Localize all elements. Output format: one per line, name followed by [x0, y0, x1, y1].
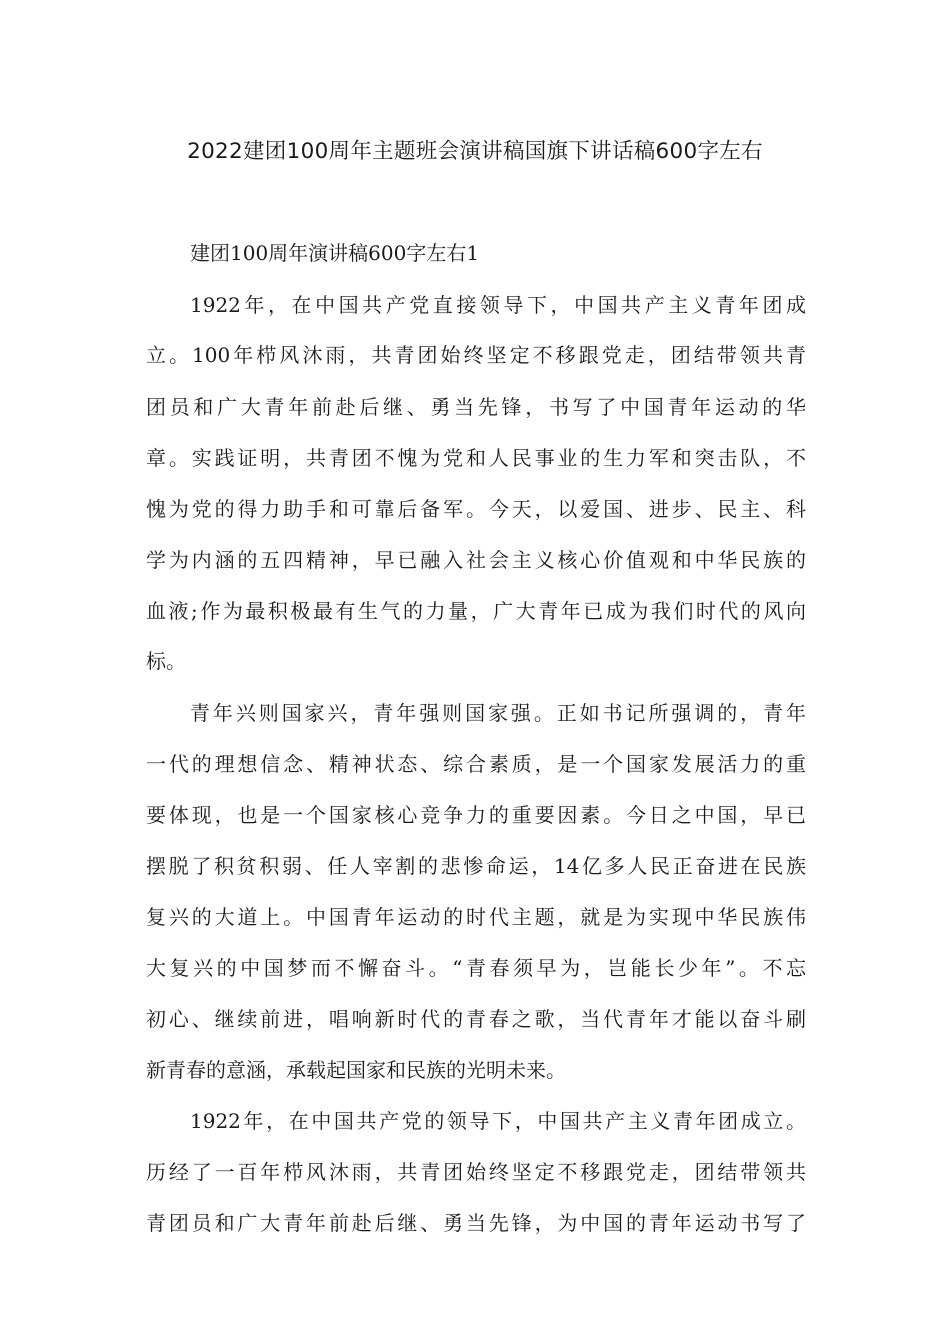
paragraph-line: 章。实践证明，共青团不愧为党和人民事业的生力军和突击队，不: [146, 446, 806, 470]
section-heading: 建团100周年演讲稿600字左右1: [190, 241, 480, 265]
paragraph-line: 初心、继续前进，唱响新时代的青春之歌，当代青年才能以奋斗刷: [146, 1007, 806, 1031]
paragraph-line: 复兴的大道上。中国青年运动的时代主题，就是为实现中华民族伟: [146, 905, 806, 929]
paragraph-line: 青年兴则国家兴，青年强则国家强。正如书记所强调的，青年: [190, 701, 806, 725]
paragraph-line: 愧为党的得力助手和可靠后备军。今天，以爱国、进步、民主、科: [146, 497, 806, 521]
paragraph-line: 标。: [146, 649, 186, 673]
paragraph-line: 历经了一百年栉风沐雨，共青团始终坚定不移跟党走，团结带领共: [146, 1160, 806, 1184]
document-title: 2022建团100周年主题班会演讲稿国旗下讲话稿600字左右: [187, 139, 763, 164]
paragraph-line: 要体现，也是一个国家核心竞争力的重要因素。今日之中国，早已: [146, 803, 806, 827]
paragraph-line: 一代的理想信念、精神状态、综合素质，是一个国家发展活力的重: [146, 752, 806, 776]
paragraph-line: 新青春的意涵，承载起国家和民族的光明未来。: [146, 1058, 566, 1082]
paragraph-line: 团员和广大青年前赴后继、勇当先锋，书写了中国青年运动的华: [146, 395, 806, 419]
paragraph-line: 1922年，在中国共产党直接领导下，中国共产主义青年团成: [190, 293, 806, 317]
paragraph-line: 大复兴的中国梦而不懈奋斗。“青春须早为，岂能长少年”。不忘: [146, 956, 806, 980]
paragraph-line: 立。100年栉风沐雨，共青团始终坚定不移跟党走，团结带领共青: [146, 343, 806, 367]
paragraph-line: 血液;作为最积极最有生气的力量，广大青年已成为我们时代的风向: [146, 599, 806, 623]
paragraph-line: 1922年，在中国共产党的领导下，中国共产主义青年团成立。: [190, 1109, 806, 1133]
paragraph-line: 摆脱了积贫积弱、任人宰割的悲惨命运，14亿多人民正奋进在民族: [146, 854, 806, 878]
paragraph-line: 学为内涵的五四精神，早已融入社会主义核心价值观和中华民族的: [146, 548, 806, 572]
paragraph-line: 青团员和广大青年前赴后继、勇当先锋，为中国的青年运动书写了: [146, 1211, 806, 1235]
